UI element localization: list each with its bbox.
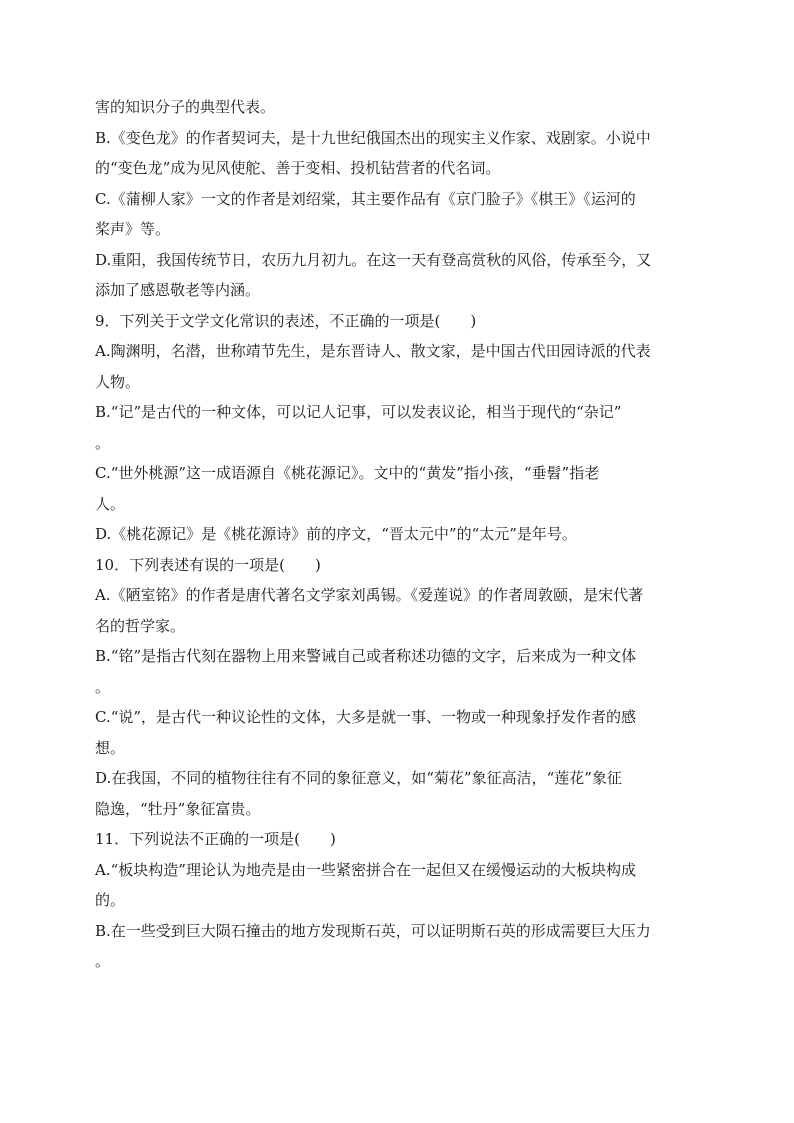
text-line: C.“说”，是古代一种议论性的文体，大多是就一事、一物或一种现象抒发作者的感 [95, 708, 637, 726]
text-line: 添加了感恩敬老等内涵。 [95, 281, 261, 299]
text-line: C.《蒲柳人家》一文的作者是刘绍棠，其主要作品有《京门脸子》《棋王》《运河的 [95, 189, 636, 208]
text-line: C.“世外桃源”这一成语源自《桃花源记》。文中的“黄发”指小孩，“垂髫”指老 [95, 464, 600, 482]
text-line: 人。 [95, 494, 126, 513]
document-body [95, 92, 695, 977]
text-line: A.《陋室铭》的作者是唐代著名文学家刘禹锡。《爱莲说》的作者周敦颐，是宋代著 [95, 586, 644, 604]
text-line: 隐逸，“牡丹”象征富贵。 [95, 799, 261, 818]
text-line: 害的知识分子的典型代表。 [95, 98, 276, 116]
text-line: A.“板块构造”理论认为地壳是由一些紧密拼合在一起但又在缓慢运动的大板块构成 [95, 860, 636, 879]
text-line: 的。 [95, 891, 126, 909]
text-line: 的“变色龙”成为见风使舵、善于变相、投机钻营者的代名词。 [95, 159, 501, 177]
text-line: A.陶渊明，名潜，世称靖节先生，是东晋诗人、散文家，是中国古代田园诗派的代表 [95, 342, 651, 360]
text-line: 人物。 [95, 372, 141, 391]
text-line: 想。 [95, 738, 126, 757]
text-line: B.在一些受到巨大陨石撞击的地方发现斯石英，可以证明斯石英的形成需要巨大压力 [95, 921, 651, 940]
text-line: D.在我国，不同的植物往往有不同的象征意义，如“菊花”象征高洁，“莲花”象征 [95, 769, 622, 787]
text-line: 名的哲学家。 [95, 616, 186, 635]
text-line: D.《桃花源记》是《桃花源诗》前的序文，“晋太元中”的“太元”是年号。 [95, 525, 577, 543]
text-line: 。 [95, 433, 111, 452]
text-line: D.重阳，我国传统节日，农历九月初九。在这一天有登高赏秋的风俗，传承至今，又 [95, 250, 652, 269]
text-line: 。 [95, 677, 111, 696]
text-line: B.“铭”是指古代刻在器物上用来警诫自己或者称述功德的文字，后来成为一种文体 [95, 647, 637, 665]
text-line: 桨声》等。 [95, 220, 171, 238]
question-10-stem: 10．下列表述有误的一项是( ) [95, 555, 321, 574]
text-line: B.《变色龙》的作者契诃夫，是十九世纪俄国杰出的现实主义作家、戏剧家。小说中 [95, 128, 651, 147]
text-line: B.“记”是古代的一种文体，可以记人记事，可以发表议论，相当于现代的“杂记” [95, 403, 622, 421]
question-11-stem: 11．下列说法不正确的一项是( ) [95, 830, 336, 848]
text-line: 。 [95, 952, 111, 970]
question-9-stem: 9．下列关于文学文化常识的表述，不正确的一项是( ) [95, 311, 477, 330]
